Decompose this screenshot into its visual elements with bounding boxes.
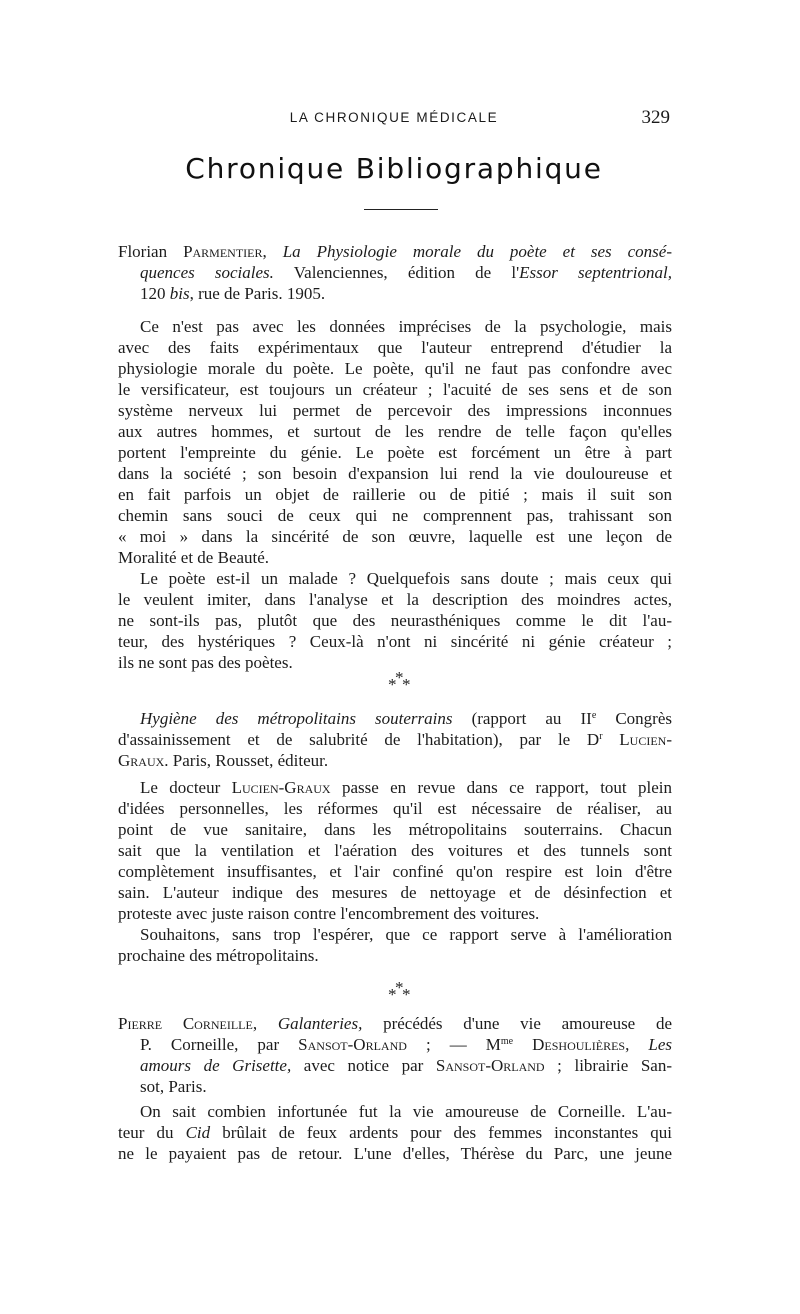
entry2-body-line: prochaine des métropolitains. [118,946,319,965]
entry2-author: Graux [118,751,165,770]
separator-asterisk: * [388,675,397,694]
entry3-citation-line [118,1013,672,1034]
entry2-body-line: sain. L'auteur indique des mesures de nettoyage et de désinfection et [118,883,672,902]
entry1-citation-line [118,283,672,304]
entry3-body-line: ne le payaient pas de retour. L'une d'elles, Thérèse du Parc, une jeune [118,1144,672,1163]
entry2-author-mention: Lucien-Graux [231,778,331,797]
entry1-author-first: Florian [118,242,184,261]
entry1-body-line: teur, des hystériques ? Ceux-là n'ont ni sincérité ni génie créateur ; [118,632,672,651]
entry2-citation-text: (rapport au II [452,709,592,728]
section-separator [118,670,672,694]
entry1-body-line: portent l'empreinte du génie. Le poète est forcément un être à part [118,443,672,462]
entry1-body [118,316,672,673]
entry2-publisher: . Paris, Rousset, éditeur. [164,751,329,770]
entry2-citation-line [118,750,672,771]
entry1-address-number: 120 [140,284,170,303]
entry3-title2: amours de Grisette, [140,1056,292,1075]
page-number: 329 [641,107,670,128]
entry2-citation-line [118,729,672,750]
entry2-body-text: Le docteur [140,778,232,797]
entry3-editor: Sansot-Orland [435,1056,545,1075]
entry1-author-last: Parmentier, [183,242,267,261]
entry2-superscript: r [599,731,603,742]
entry3-citation-text: ; librairie San- [544,1056,672,1075]
entry2-citation-line [118,708,672,729]
entry1-body-line: Ce n'est pas avec les données imprécises de la psychologie, mais [140,317,672,336]
entry1-body-line: ne sont-ils pas, plutôt que des neurasthéniques comme le dit l'au- [118,611,672,630]
entry1-body-line: en fait parfois un objet de raillerie ou de pitié ; mais il suit son [118,485,672,504]
entry1-body-line: chemin sans souci de ceux qui ne comprennent pas, trahissant son [118,506,672,525]
entry1-body-line: aux autres hommes, et surtout de les rendre de telle façon qu'elles [118,422,672,441]
entry1-citation-line [118,241,672,262]
entry2-body-line: complètement insuffisantes, et l'air confiné qu'on respire est loin d'être [118,862,672,881]
entry3-citation-text: ; — M [406,1035,501,1054]
entry1-publisher: Valenciennes, édition de l' [273,263,520,282]
entry1-body-line: dans la société ; son besoin d'expansion lui rend la vie douloureuse et [118,464,672,483]
entry2-body-line: point de vue sanitaire, dans les métropolitains souterrains. Chacun [118,820,672,839]
entry3-editor: Sansot-Orland [298,1035,407,1054]
running-title: LA CHRONIQUE MÉDICALE [289,110,499,125]
entry3-body-line: On sait combien infortunée fut la vie amoureuse de Corneille. L'au- [140,1102,672,1121]
entry2-body-line [118,777,672,798]
entry2-body-line: proteste avec juste raison contre l'encombrement des voitures. [118,904,540,923]
entry2-body-line: d'idées personnelles, les réformes qu'il est nécessaire de réaliser, au [118,799,672,818]
entry1-body-line: physiologie morale du poète. Le poète, qu'il ne faut pas confondre avec [118,359,672,378]
entry2-citation-text: d'assainissement et de salubrité de l'habitation), par le D [118,730,600,749]
entry3-citation-line [118,1034,672,1055]
entry2-citation-text: Congrès [596,709,673,728]
entry3-author: Pierre Corneille, [118,1014,258,1033]
entry3-citation-text: avec notice par [291,1056,436,1075]
entry2-body-line: sait que la ventilation et l'aération des voitures et des tunnels sont [118,841,672,860]
entry3-body-line [118,1122,672,1143]
entry3-citation-line [118,1055,672,1076]
entry3-citation-text: P. Corneille, par [140,1035,299,1054]
entry1-body-line: avec des faits expérimentaux que l'auteur entreprend d'étudier la [118,338,672,357]
entry3-author2: Deshoulières, [513,1035,630,1054]
entry2-title: Hygiène des métropolitains souterrains [140,709,453,728]
separator-asterisk: * [395,978,404,997]
entry3-title2: Les [629,1035,672,1054]
entry2-body-text: passe en revue dans ce rapport, tout plein [330,778,672,797]
entry3-body [118,1101,672,1164]
entry1-publisher-italic: Essor septentrional, [519,263,672,282]
entry1-body-line: ils ne sont pas des poètes. [118,653,293,672]
entry3-body-text: brûlait de feux ardents pour des femmes inconstantes qui [210,1123,672,1142]
entry2-body [118,777,672,966]
entry2-body-line: Souhaitons, sans trop l'espérer, que ce rapport serve à l'amélioration [140,925,672,944]
entry3-citation [118,1013,672,1097]
title-rule [364,209,438,210]
entry1-body-line: le versificateur, est toujours un créateur ; l'acuité de ses sens et de son [118,380,672,399]
entry3-title: Galanteries, [277,1014,363,1033]
entry1-body-line: Le poète est-il un malade ? Quelquefois sans doute ; mais ceux qui [140,569,672,588]
entry1-citation [118,241,672,304]
entry3-body-italic: Cid [185,1123,211,1142]
entry3-citation-text: précédés d'une vie amoureuse de [362,1014,672,1033]
entry1-address-rest: , rue de Paris. 1905. [189,284,326,303]
separator-asterisk: * [388,985,397,1004]
section-separator [118,980,672,1004]
entry1-body-line: Moralité et de Beauté. [118,548,270,567]
section-title: Chronique Bibliographique [185,152,603,185]
entry1-body-line: le veulent imiter, dans l'analyse et la description des moindres actes, [118,590,672,609]
separator-asterisk: * [395,668,404,687]
entry1-body-line: système nerveux lui permet de percevoir des impressions inconnues [118,401,672,420]
separator-asterisk: * [402,675,411,694]
entry2-author: Lucien- [602,730,672,749]
entry1-title-b: quences sociales. [140,263,274,282]
entry3-body-text: teur du [118,1123,186,1142]
entry3-citation-line: sot, Paris. [140,1077,207,1096]
entry1-address-bis: bis [169,284,190,303]
entry2-superscript: e [591,710,597,721]
separator-asterisk: * [402,985,411,1004]
entry1-body-line: « moi » dans la sincérité de son œuvre, laquelle est une leçon de [118,527,672,546]
running-header [118,107,670,132]
entry2-citation [118,708,672,771]
entry1-citation-line [118,262,672,283]
entry3-superscript: me [500,1036,514,1047]
entry1-title-a: La Physiologie morale du poète et ses consé- [282,242,672,261]
